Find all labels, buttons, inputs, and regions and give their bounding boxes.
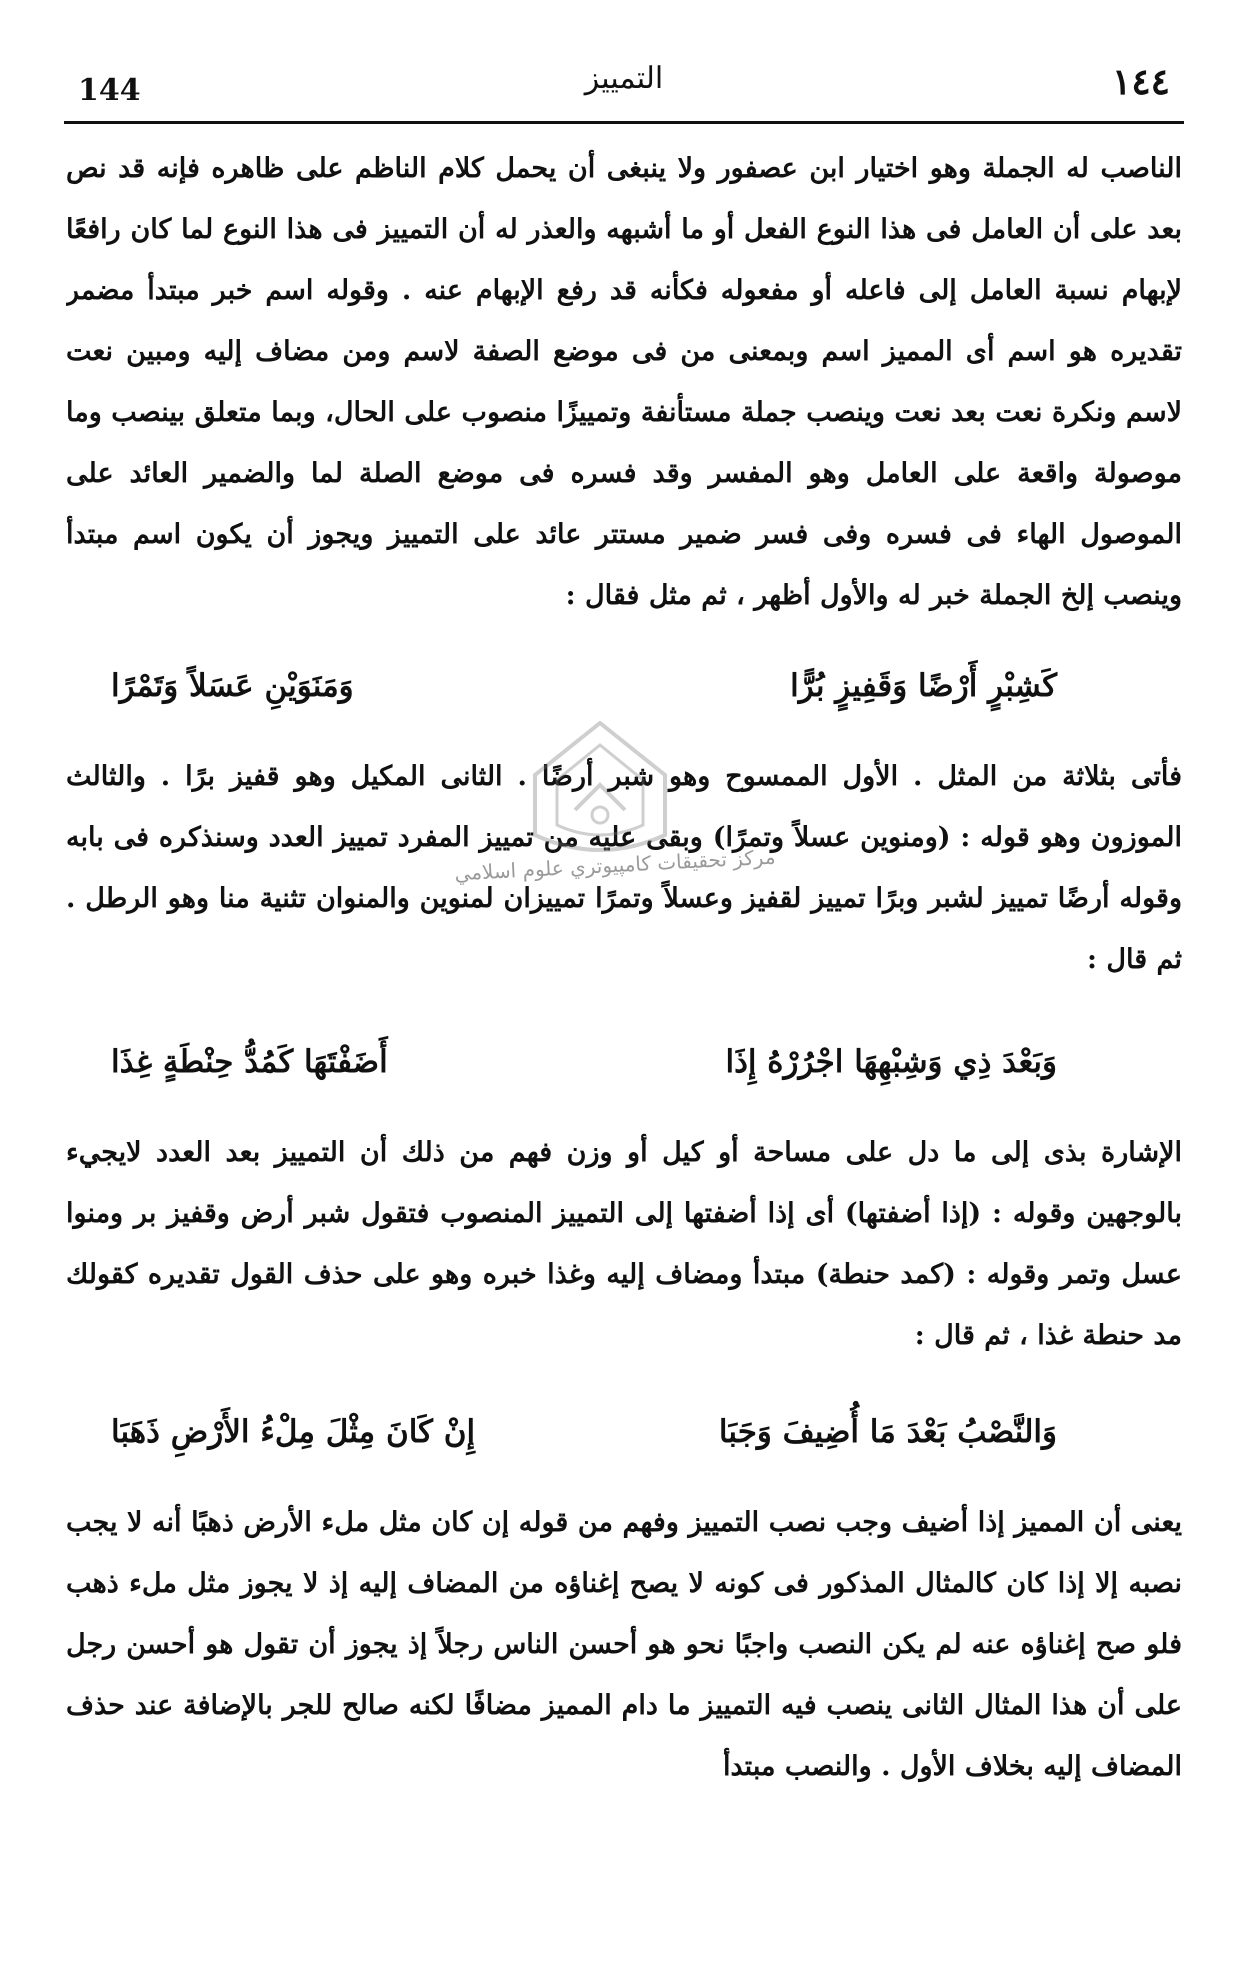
paragraph-2: فأتى بثلاثة من المثل . الأول الممسوح وهو شبر أرضًا . الثانى المكيل وهو قفيز برًا . والثالث الموزون وهو قوله : (ومنوين عسلاً وتمرًا) وبقى عليه من تمييز المفرد تمييز العدد وسنذكره فى بابه وقوله أرضًا تمييز لشبر وبرًا تمييز لقفيز وعسلاً وتمرًا تمييزان لمنوين والمنوان تثنية منا وهو الرطل . ثم قال :: [66, 761, 1182, 975]
page-number-arabic: ١٤٤: [1111, 61, 1170, 103]
verse-2-second-hemistich: أَضَفْتَهَا كَمُدُّ حِنْطَةٍ غِذَا: [111, 1044, 388, 1080]
watermark-emblem-icon: [515, 715, 685, 870]
paragraph-3: الإشارة بذى إلى ما دل على مساحة أو كيل أو وزن فهم من ذلك أن التمييز بعد العدد لايجيء بالوجهين وقوله : (إذا أضفتها) أى إذا أضفتها إلى التمييز المنصوب فتقول شبر أرض وقفيز بر ومنوا عسل وتمر وقوله : (كمد حنطة) مبتدأ ومضاف إليه وغذا خبره وهو على حذف القول تقديره كقولك مد حنطة غذا ، ثم قال :: [66, 1137, 1182, 1351]
paragraph-1: الناصب له الجملة وهو اختيار ابن عصفور ولا ينبغى أن يحمل كلام الناظم على ظاهره فإنه قد نص بعد على أن العامل فى هذا النوع الفعل أو ما أشبهه والعذر له أن التمييز فى هذا النوع لما كان رافعًا لإبهام نسبة العامل إلى فاعله أو مفعوله فكأنه قد رفع الإبهام عنه . وقوله اسم خبر مبتدأ مضمر تقديره هو اسم أى المميز اسم وبمعنى من فى موضع الصفة لاسم ومن مضاف إليه ومبين نعت لاسم ونكرة نعت بعد نعت وينصب جملة مستأنفة وتمييزًا منصوب على الحال، وبما متعلق بينصب وما موصولة واقعة على العامل وهو المفسر وقد فسره فى موضع الصلة لما والضمير العائد على الموصول الهاء فى فسره وفى فسر ضمير مستتر عائد على التمييز ويجوز أن يكون اسم مبتدأ وينصب إلخ الجملة خبر له والأول أظهر ، ثم مثل فقال :: [66, 153, 1182, 611]
verse-2-first-hemistich: وَبَعْدَ ذِي وَشِبْهِهَا اجْرُرْهُ إِذَا: [725, 1044, 1057, 1080]
paragraph-4: يعنى أن المميز إذا أضيف وجب نصب التمييز وفهم من قوله إن كان مثل ملء الأرض ذهبًا أنه لا يجب نصبه إلا إذا كان كالمثال المذكور فى كونه لا يصح إغناؤه من المضاف إليه إذ لا يجوز مثل ملء ذهب فلو صح إغناؤه عنه لم يكن النصب واجبًا نحو هو أحسن الناس رجلاً إذ يجوز أن تقول هو أحسن رجل على أن هذا المثال الثانى ينصب فيه التمييز ما دام المميز مضافًا لكنه صالح للجر بالإضافة عند حذف المضاف إليه بخلاف الأول . والنصب مبتدأ: [66, 1507, 1182, 1782]
running-title: التمييز: [584, 61, 664, 96]
verse-3-first-hemistich: وَالنَّصْبُ بَعْدَ مَا أُضِيفَ وَجَبَا: [718, 1414, 1057, 1450]
verse-1-first-hemistich: كَشِبْرٍ أَرْضًا وَقَفِيزٍ بُرًّا: [790, 668, 1057, 704]
page-body: [66, 138, 1182, 1862]
page-number-latin: 144: [78, 73, 141, 108]
verse-1-second-hemistich: وَمَنَوَيْنِ عَسَلاً وَتَمْرًا: [111, 668, 354, 704]
header-rule: [64, 121, 1184, 124]
verse-3: [66, 1384, 1182, 1492]
page-header: [70, 55, 1178, 115]
verse-3-second-hemistich: إِنْ كَانَ مِثْلَ مِلْءُ الأَرْضِ ذَهَبَا: [111, 1414, 476, 1450]
watermark-text: مركز تحقيقات كامپيوتري علوم اسلامي: [453, 844, 777, 886]
verse-2: [66, 1014, 1182, 1122]
